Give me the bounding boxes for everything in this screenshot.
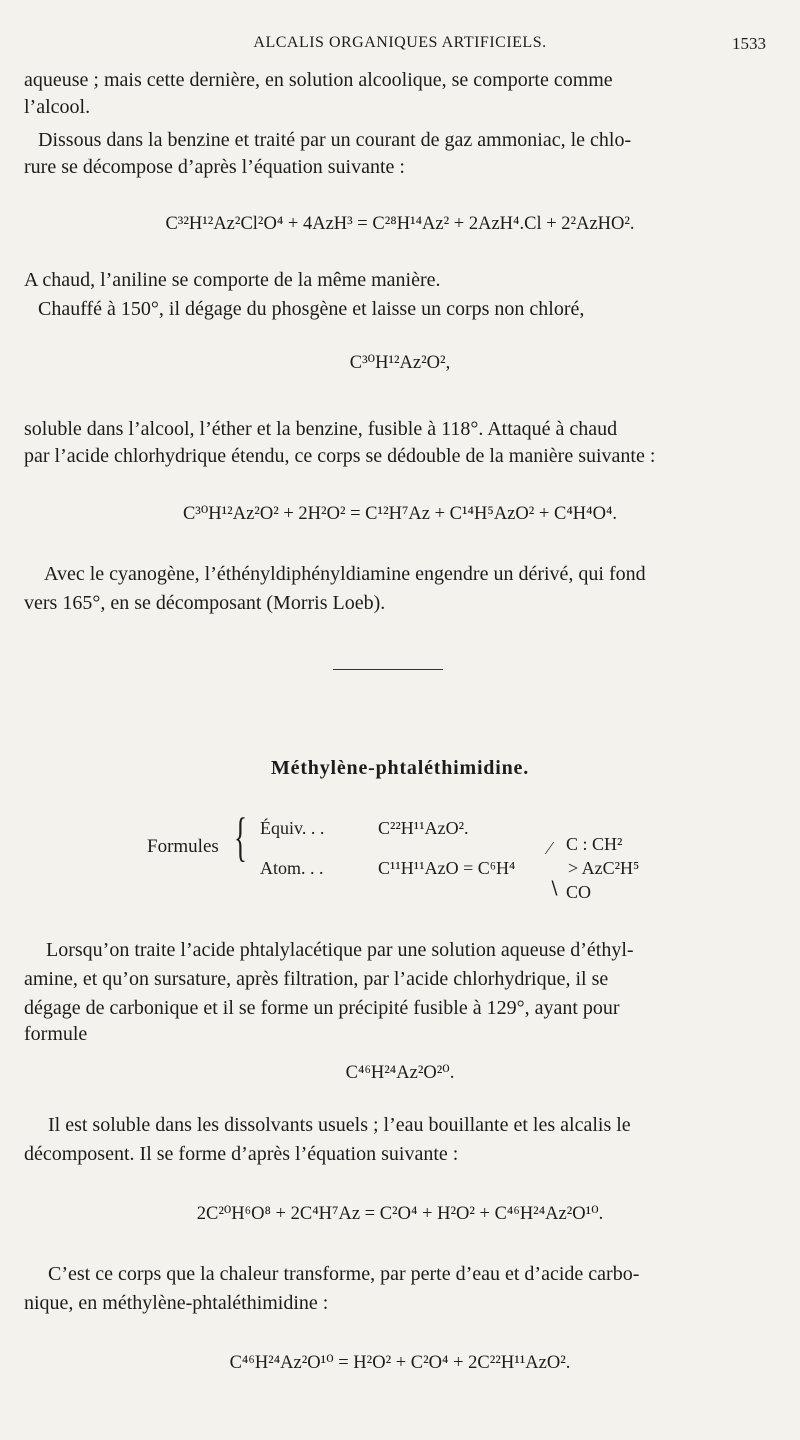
running-header	[0, 34, 800, 56]
paragraph-line: Il est soluble dans les dissolvants usuels ; l’eau bouillante et les alcalis le	[48, 1114, 631, 1136]
equiv-formula: C²²H¹¹AzO².	[378, 818, 469, 838]
paragraph-line: dégage de carbonique et il se forme un précipité fusible à 129°, ayant pour	[24, 997, 620, 1019]
paragraph-line: formule	[24, 1023, 88, 1045]
equation: 2C²⁰H⁶O⁸ + 2C⁴H⁷Az = C²O⁴ + H²O² + C⁴⁶H²⁴Az²O¹⁰.	[196, 1204, 604, 1224]
paragraph-line: vers 165°, en se décomposant (Morris Loeb).	[24, 592, 386, 614]
paragraph-line: soluble dans l’alcool, l’éther et la benzine, fusible à 118°. Attaqué à chaud	[24, 418, 618, 440]
paragraph-line: aqueuse ; mais cette dernière, en solution alcoolique, se comporte comme	[24, 69, 613, 91]
equation: C³⁰H¹²Az²O² + 2H²O² = C¹²H⁷Az + C¹⁴H⁵AzO² + C⁴H⁴O⁴.	[182, 504, 618, 524]
group-top: C : CH²	[566, 834, 623, 854]
equation: C³⁰H¹²Az²O²,	[349, 353, 451, 373]
brace-symbol: {	[234, 807, 247, 867]
page-number: 1533	[732, 34, 766, 53]
paragraph-line: Avec le cyanogène, l’éthényldiphényldiamine engendre un dérivé, qui fond	[44, 563, 646, 585]
paragraph-line: Dissous dans la benzine et traité par un courant de gaz ammoniac, le chlo-	[38, 129, 632, 151]
paragraph-line: décomposent. Il se forme d’après l’équation suivante :	[24, 1143, 459, 1165]
paragraph-line: l’alcool.	[24, 96, 91, 118]
bond-line-bottom: ∖	[548, 878, 560, 898]
paragraph-line: par l’acide chlorhydrique étendu, ce corps se dédouble de la manière suivante :	[24, 445, 656, 467]
paragraph-line: rure se décompose d’après l’équation suivante :	[24, 156, 405, 178]
section-title: Méthylène-phtaléthimidine.	[270, 757, 529, 779]
running-title: ALCALIS ORGANIQUES ARTIFICIELS.	[253, 34, 547, 51]
paragraph-line: C’est ce corps que la chaleur transforme, par perte d’eau et d’acide carbo-	[48, 1263, 640, 1285]
equation: C³²H¹²Az²Cl²O⁴ + 4AzH³ = C²⁸H¹⁴Az² + 2AzH⁴.Cl + 2²AzHO².	[165, 214, 635, 234]
bond-line-top: ⁄	[548, 838, 552, 858]
paragraph-line: A chaud, l’aniline se comporte de la même manière.	[24, 269, 441, 291]
formulas-label: Formules	[147, 836, 219, 857]
paragraph-line: Lorsqu’on traite l’acide phtalylacétique par une solution aqueuse d’éthyl-	[46, 939, 634, 961]
atom-label: Atom. . .	[260, 858, 324, 878]
equation: C⁴⁶H²⁴Az²O¹⁰ = H²O² + C²O⁴ + 2C²²H¹¹AzO².	[229, 1353, 571, 1373]
group-mid: > AzC²H⁵	[568, 858, 640, 878]
group-bottom: CO	[566, 882, 592, 902]
atom-formula: C¹¹H¹¹AzO = C⁶H⁴	[378, 858, 516, 878]
paragraph-line: Chauffé à 150°, il dégage du phosgène et laisse un corps non chloré,	[38, 298, 585, 320]
paragraph-line: nique, en méthylène-phtaléthimidine :	[24, 1292, 329, 1314]
equiv-label: Équiv. . .	[260, 818, 325, 838]
paragraph-line: amine, et qu’on sursature, après filtration, par l’acide chlorhydrique, il se	[24, 968, 609, 990]
equation: C⁴⁶H²⁴Az²O²⁰.	[345, 1063, 455, 1083]
section-divider	[333, 669, 443, 670]
